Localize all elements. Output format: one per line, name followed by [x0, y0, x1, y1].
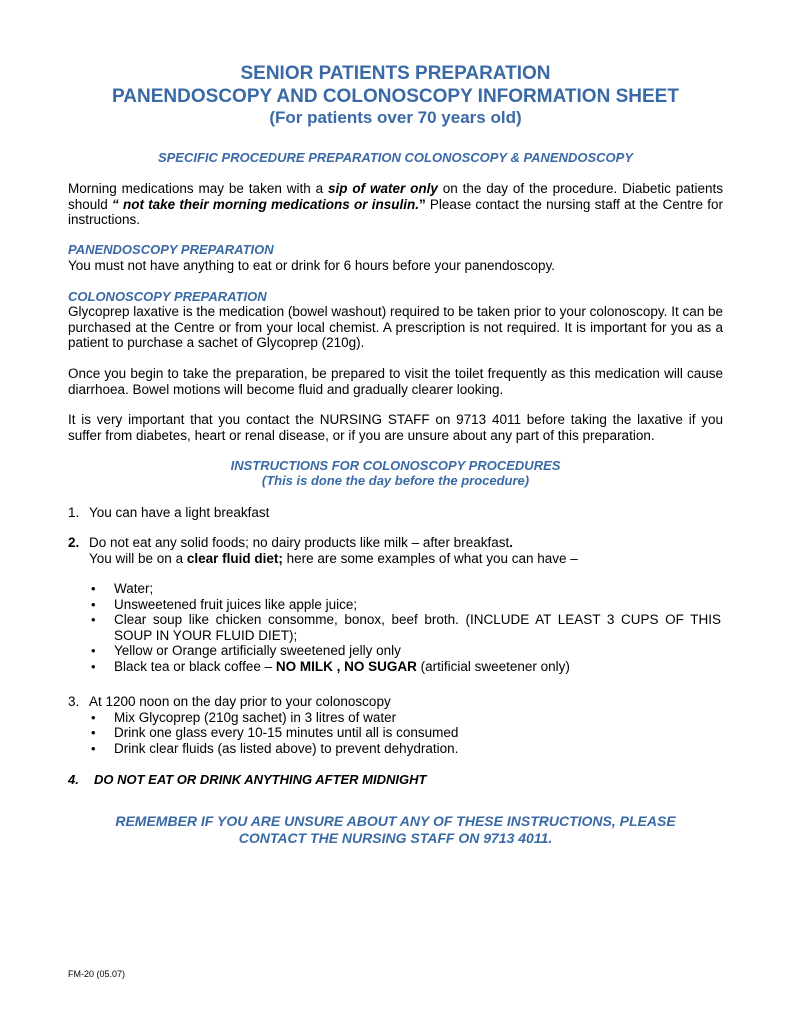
bullet-icon: •: [91, 643, 96, 658]
step-2-line-1-end: .: [509, 535, 513, 550]
remember-line-2: CONTACT THE NURSING STAFF ON 9713 4011.: [238, 830, 553, 846]
step-2-line-2-a: You will be on a: [89, 550, 187, 566]
list-item: [89, 643, 721, 659]
list-item-text: Mix Glycoprep (210g sachet) in 3 litres of water: [114, 709, 397, 725]
list-item-text: Drink one glass every 10-15 minutes until all is consumed: [114, 725, 459, 740]
step-4-text: DO NOT EAT OR DRINK ANYTHING AFTER MIDNIGHT: [94, 772, 427, 787]
instructions-heading-line-1: INSTRUCTIONS FOR COLONOSCOPY PROCEDURES: [230, 458, 561, 473]
last-bullet-c: (artificial sweetener only): [416, 658, 570, 674]
list-item: [89, 710, 723, 726]
list-item: [89, 581, 721, 597]
morning-text-d: “ not take their morning medications or insulin.: [112, 196, 419, 212]
remember-line-1: REMEMBER IF YOU ARE UNSURE ABOUT ANY OF THESE INSTRUCTIONS, PLEASE: [115, 813, 676, 829]
step-2-number: 2.: [68, 535, 80, 550]
morning-text-b: sip of water only: [327, 181, 438, 196]
step-1-number: 1.: [68, 505, 80, 520]
instructions-heading: [68, 458, 723, 488]
step-4: [68, 772, 723, 787]
title-line-3: (For patients over 70 years old): [269, 108, 522, 127]
form-code-footer: FM-20 (05.07): [68, 969, 126, 979]
panendoscopy-text: You must not have anything to eat or drink for 6 hours before your panendoscopy.: [68, 258, 556, 273]
step-2-line-2-b: clear fluid diet;: [186, 550, 283, 566]
bullet-icon: •: [91, 658, 96, 674]
glycoprep-list: [89, 710, 723, 757]
list-item-text: Water;: [114, 581, 154, 596]
specific-procedure-heading: SPECIFIC PROCEDURE PREPARATION COLONOSCOPY & PANENDOSCOPY: [157, 150, 634, 165]
step-3-text: At 1200 noon on the day prior to your colonoscopy: [89, 694, 391, 709]
list-item-text: Yellow or Orange artificially sweetened jelly only: [114, 643, 401, 658]
morning-text-a: Morning medications may be taken with a: [68, 181, 328, 196]
instructions-heading-line-2: (This is done the day before the procedure): [261, 473, 530, 488]
bullet-icon: •: [91, 725, 96, 740]
step-3: [68, 694, 723, 756]
last-bullet-a: Black tea or black coffee –: [114, 658, 276, 674]
colonoscopy-paragraph-2: Once you begin to take the preparation, be prepared to visit the toilet frequently as this medication will cause diarrhoea. Bowel motions will become fluid and gradually clearer looking.: [68, 366, 723, 397]
bullet-icon: •: [91, 596, 96, 612]
list-item-text: Unsweetened fruit juices like apple juice;: [114, 596, 358, 612]
step-1-text: You can have a light breakfast: [89, 505, 270, 520]
list-item: [89, 741, 723, 757]
morning-text-e: ”: [418, 196, 426, 212]
morning-text-f: Please contact the nursing staff at the Centre for instructions.: [68, 196, 723, 227]
step-2-line-1-text: Do not eat any solid foods; no dairy products like milk – after breakfast: [89, 535, 510, 550]
colonoscopy-heading: COLONOSCOPY PREPARATION: [68, 289, 267, 304]
last-bullet-b: NO MILK , NO SUGAR: [275, 658, 417, 674]
morning-text-c: on the day of the procedure. Diabetic patients should: [68, 181, 723, 212]
remember-notice: [60, 813, 731, 847]
list-item: [89, 597, 721, 613]
document-title: [0, 62, 791, 128]
bullet-icon: •: [91, 612, 96, 627]
step-2-line-2-c: here are some examples of what you can have –: [282, 550, 578, 566]
clear-fluid-list: [89, 581, 721, 674]
step-4-number: 4.: [68, 772, 79, 787]
bullet-icon: •: [91, 581, 96, 596]
colonoscopy-paragraph-3: It is very important that you contact the NURSING STAFF on 9713 4011 before taking the laxative if you suffer from diabetes, heart or renal disease, or if you are unsure about any part of this preparation.: [68, 412, 723, 443]
step-3-number: 3.: [68, 694, 80, 709]
panendoscopy-heading: PANENDOSCOPY PREPARATION: [68, 242, 274, 257]
bullet-icon: •: [91, 740, 96, 756]
bullet-icon: •: [91, 709, 96, 725]
colonoscopy-paragraph-1: Glycoprep laxative is the medication (bowel washout) required to be taken prior to your colonoscopy. It can be purchased at the Centre or from your local chemist. A prescription is not required. It is important for you as a patient to purchase a sachet of Glycoprep (210g).: [68, 304, 723, 350]
list-item: [89, 659, 721, 675]
title-line-2: PANENDOSCOPY AND COLONOSCOPY INFORMATION SHEET: [112, 86, 679, 107]
step-1: [68, 505, 723, 521]
list-item-text: Drink clear fluids (as listed above) to prevent dehydration.: [114, 740, 459, 756]
title-line-1: SENIOR PATIENTS PREPARATION: [240, 63, 551, 84]
list-item: [89, 612, 721, 643]
morning-medications-paragraph: [68, 181, 723, 228]
step-2-line-1: [89, 535, 723, 551]
step-2-line-2: [89, 551, 723, 567]
list-item: [89, 725, 723, 741]
step-2: [68, 535, 723, 674]
list-item-text: Clear soup like chicken consomme, bonox, beef broth. (INCLUDE AT LEAST 3 CUPS OF THIS SOUP IN YOUR FLUID DIET);: [114, 612, 721, 643]
